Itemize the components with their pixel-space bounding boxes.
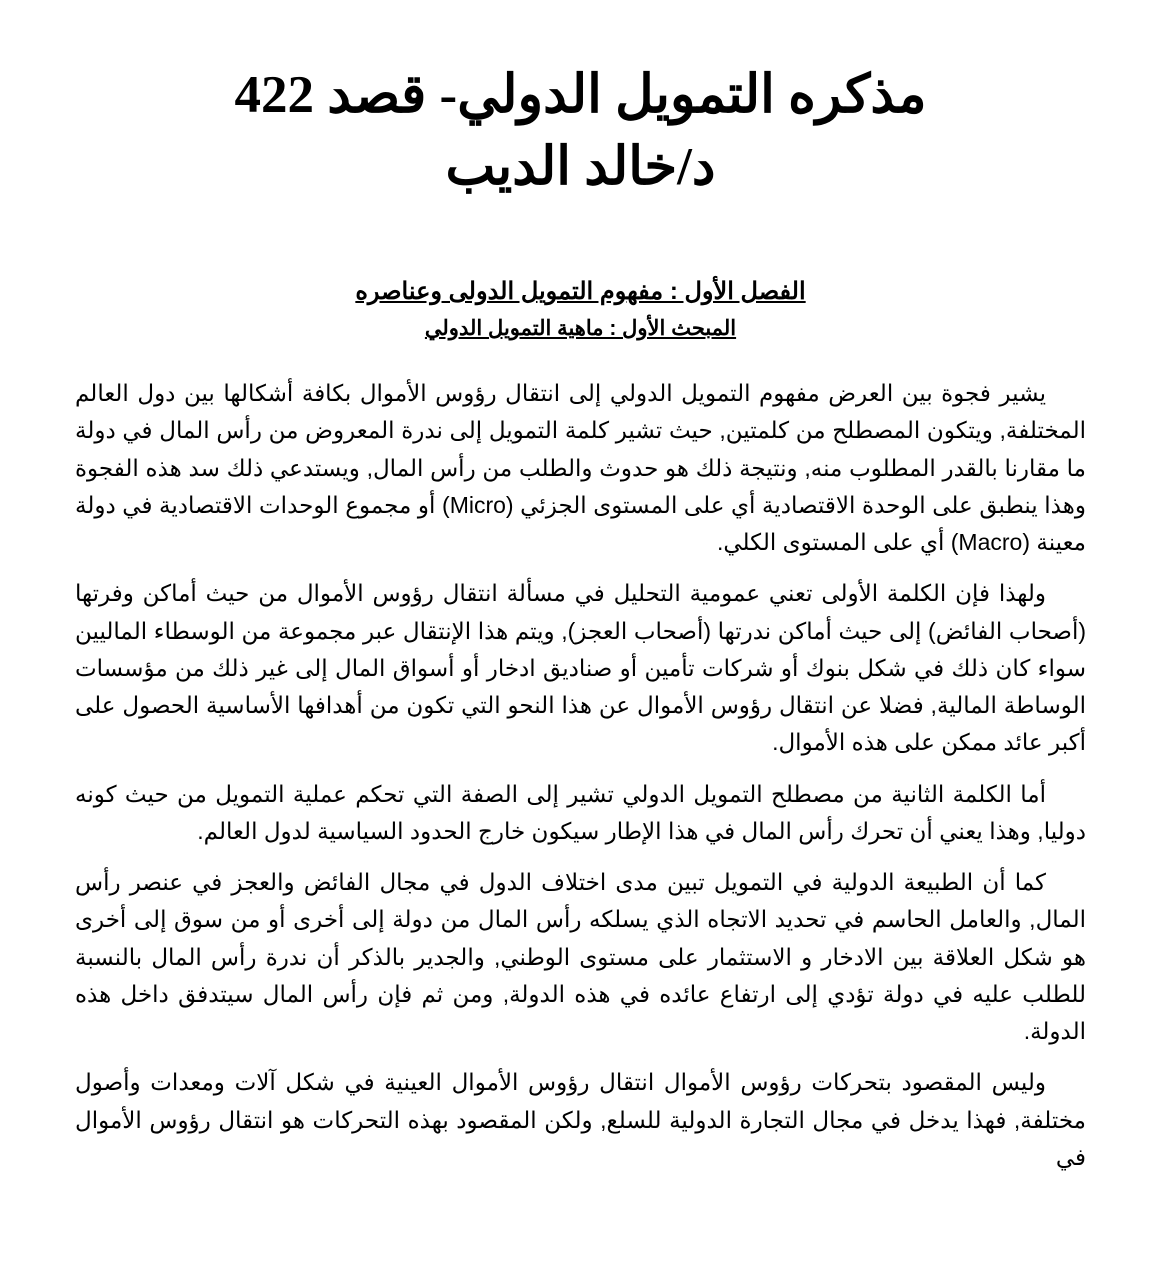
title-spacer: [75, 203, 1086, 277]
body-paragraph: وليس المقصود بتحركات رؤوس الأموال انتقال رؤوس الأموال العينية في شكل آلات ومعدات وأصول مختلفة, فهذا يدخل في مجال التجارة الدولية للسلع, ولكن المقصود بهذه التحركات هو انتقال رؤوس الأموال في: [75, 1069, 1086, 1170]
body-paragraph: كما أن الطبيعة الدولية في التمويل تبين مدى اختلاف الدول في مجال الفائض والعجز في عنصر رأس المال, والعامل الحاسم في تحديد الاتجاه الذي يسلكه رأس المال من دولة إلى أخرى أو من سوق إلى أخرى هو شكل العلاقة بين الادخار و الاستثمار على مستوى الوطني, والجدير بالذكر أن ندرة رأس المال بالنسبة للطلب عليه في دولة تؤدي إلى ارتفاع عائده في هذه الدولة, ومن ثم فإن رأس المال سيتدفق داخل هذه الدولة.: [75, 869, 1086, 1045]
document-title-line-2: د/خالد الديب: [445, 137, 716, 196]
body-paragraph: يشير فجوة بين العرض مفهوم التمويل الدولي إلى انتقال رؤوس الأموال بكافة أشكالها بين دول العالم المختلفة, ويتكون المصطلح من كلمتين, حيث تشير كلمة التمويل إلى ندرة المعروض من رأس المال في دولة ما مقارنا بالقدر المطلوب منه, ونتيجة ذلك هو حدوث والطلب من رأس المال, ويستدعي ذلك سد هذه الفجوة وهذا ينطبق على الوحدة الاقتصادية أي على المستوى الجزئي (Micro) أو مجموع الوحدات الاقتصادية في دولة معينة (Macro) أي على المستوى الكلي.: [75, 380, 1086, 556]
chapter-heading: الفصل الأول : مفهوم التمويل الدولى وعناصره: [355, 278, 806, 306]
body-paragraph: أما الكلمة الثانية من مصطلح التمويل الدولي تشير إلى الصفة التي تحكم عملية التمويل من حيث كونه دوليا, وهذا يعني أن تحرك رأس المال في هذا الإطار سيكون خارج الحدود السياسية لدول العالم.: [75, 780, 1086, 844]
document-title: [75, 60, 1086, 203]
document-title-line-1: مذكره التمويل الدولي- قصد 422: [234, 66, 927, 124]
section-heading: المبحث الأول : ماهية التمويل الدولي: [424, 317, 737, 341]
body-paragraph: ولهذا فإن الكلمة الأولى تعني عمومية التحليل في مسألة انتقال رؤوس الأموال من حيث أماكن وفرتها (أصحاب الفائض) إلى حيث أماكن ندرتها (أصحاب العجز), ويتم هذا الإنتقال عبر مجموعة من الوسطاء الماليين سواء كان ذلك في شكل بنوك أو شركات تأمين أو صناديق ادخار أو أسواق المال إلى غير ذلك من مؤسسات الوساطة المالية, فضلا عن انتقال رؤوس الأموال عن هذا النحو التي تكون من أهدافها الأساسية الحصول على أكبر عائد ممكن على هذه الأموال.: [75, 580, 1086, 756]
